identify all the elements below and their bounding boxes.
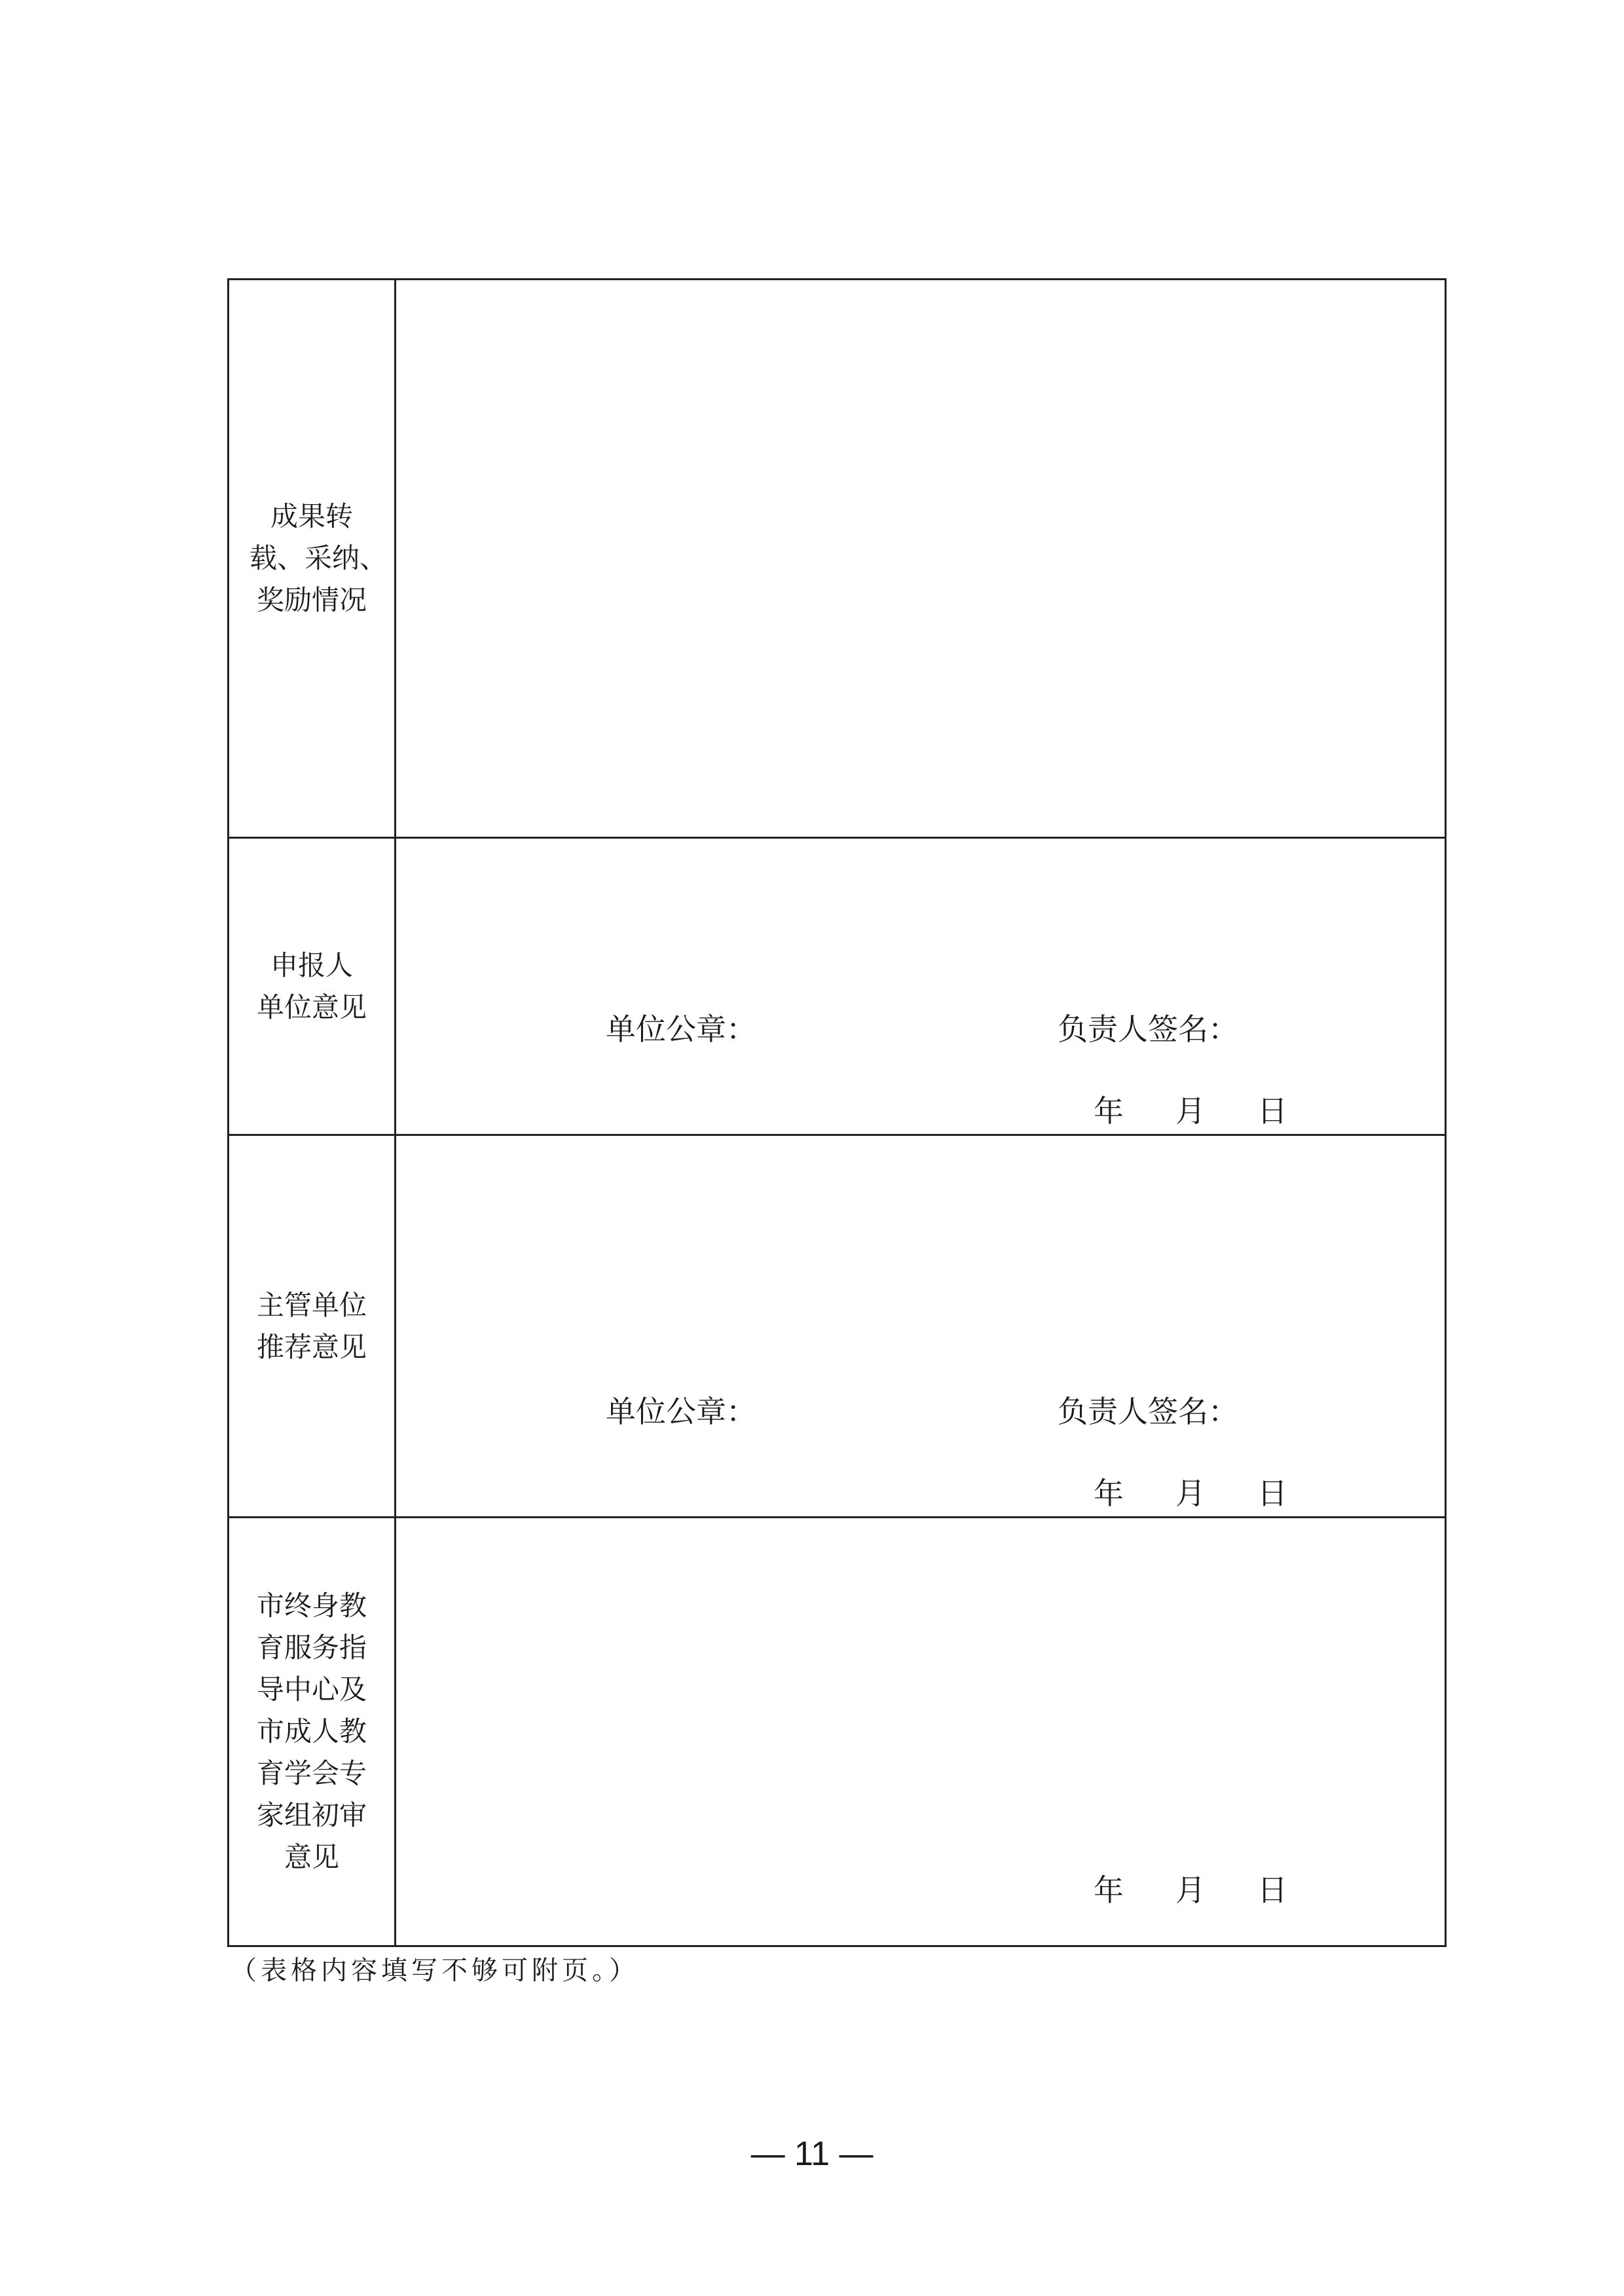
date-month-label: 月 [1175,1093,1206,1129]
footnote: （表格内容填写不够可附页。） [231,1956,639,1986]
row-label-line: 导中心及 [256,1673,367,1705]
row-label-line: 家组初审 [256,1799,367,1831]
row-label-line: 育学会专 [256,1757,367,1789]
unit-seal-label: 单位公章： [606,1394,756,1429]
row-label-line: 意见 [284,1841,339,1873]
row-label-line: 推荐意见 [256,1330,367,1363]
row-label-cell [229,1518,396,1945]
expert-review-input-area[interactable] [396,1518,1445,1945]
row-label-line: 载、采纳、 [249,542,388,574]
row-label-line: 市成人教 [256,1715,367,1747]
unit-seal-label: 单位公章： [606,1011,756,1047]
row-label [249,1585,374,1878]
row-applicant-unit-opinion [229,837,1445,1134]
row-achievements [229,280,1445,837]
date-year-label: 年 [1094,1093,1124,1129]
row-label-line: 奖励情况 [256,584,367,616]
date-day-label: 日 [1257,1872,1287,1908]
supervisor-opinion-input-area[interactable] [396,1136,1445,1516]
signature-label: 负责人签名： [1058,1011,1238,1047]
row-label-line: 主管单位 [256,1288,367,1321]
row-label-line: 成果转 [270,500,353,532]
row-supervisor-recommendation [229,1134,1445,1516]
date-day-label: 日 [1257,1093,1287,1129]
row-label-cell [229,839,396,1134]
row-label-cell [229,280,396,837]
row-expert-review [229,1516,1445,1945]
row-label-line: 申报人 [270,949,353,981]
date-day-label: 日 [1257,1476,1287,1511]
date-month-label: 月 [1175,1872,1206,1908]
page-number: — 11 — [750,2135,874,2173]
row-label-line: 市终身教 [256,1590,367,1622]
applicant-opinion-input-area[interactable] [396,839,1445,1134]
signature-label: 负责人签名： [1058,1394,1238,1429]
row-label [249,1285,374,1368]
row-label [249,945,374,1029]
row-label [249,496,388,621]
row-label-cell [229,1136,396,1516]
date-month-label: 月 [1175,1476,1206,1511]
application-form-table [227,278,1447,1947]
date-year-label: 年 [1094,1872,1124,1908]
row-label-line: 单位意见 [256,991,367,1023]
row-label-line: 育服务指 [256,1631,367,1664]
date-year-label: 年 [1094,1476,1124,1511]
achievements-input-area[interactable] [396,280,1445,837]
